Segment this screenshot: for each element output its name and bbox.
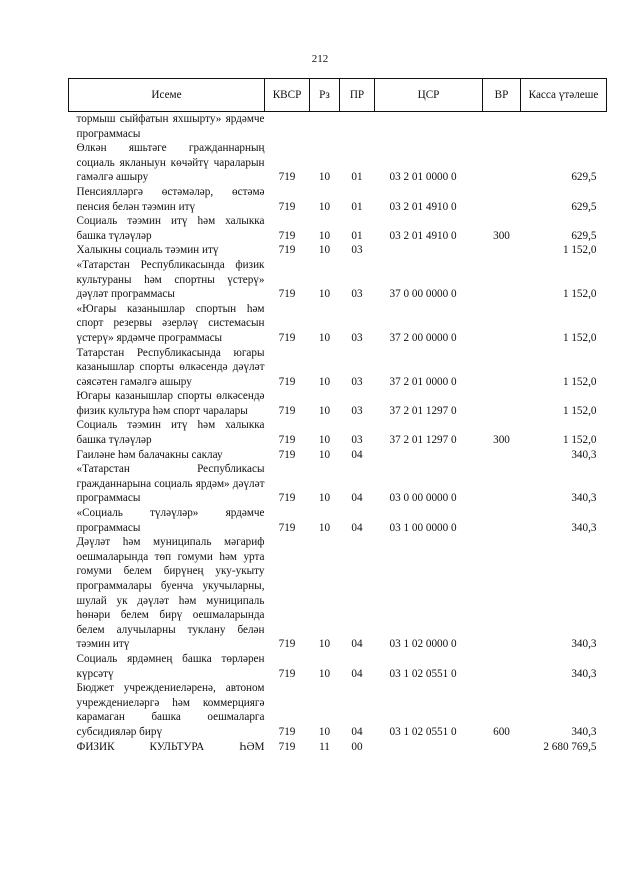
cell-kvsr: 719: [278, 229, 296, 242]
table-row: [69, 448, 607, 463]
table-row: [69, 389, 607, 418]
cell-pr: 01: [351, 171, 363, 184]
cell-vr: 600: [493, 725, 510, 738]
cell-rz: 10: [318, 434, 331, 447]
cell-kvsr: 719: [278, 288, 296, 301]
cell-kvsr: 719: [278, 244, 296, 257]
cell-kassa: 340,3: [571, 521, 597, 534]
cell-kvsr: 719: [278, 331, 296, 344]
cell-kvsr: 719: [278, 171, 296, 184]
cell-vr: [483, 740, 521, 755]
cell-kvsr: 719: [278, 740, 296, 753]
cell-name: «Югары казанышлар спортын һәм спорт резервы әзерләү системасын үстерү» ярдәмче программасы: [76, 302, 265, 344]
table-row: [69, 652, 607, 681]
cell-kvsr: 719: [278, 521, 296, 534]
cell-name: Югары казанышлар спорты өлкәсендә физик культура һәм спорт чаралары: [76, 390, 265, 417]
cell-name: Социаль ярдәмнең башка төрләрен күрсәтү: [76, 652, 265, 680]
cell-vr: [483, 448, 521, 463]
table-row: [69, 258, 607, 302]
cell-vr: [483, 302, 521, 346]
cell-vr: [483, 506, 521, 535]
page-number: 212: [311, 53, 329, 65]
cell-kvsr: [265, 112, 310, 142]
cell-vr: [483, 112, 521, 142]
cell-pr: 04: [351, 492, 363, 505]
header-kassa: Касса үтәлеше: [521, 79, 607, 112]
cell-csr: 03 1 02 0551 0: [389, 667, 457, 680]
cell-csr: [375, 112, 483, 142]
cell-kassa: 340,3: [571, 638, 597, 651]
cell-pr: 00: [351, 740, 363, 753]
cell-vr: [483, 462, 521, 506]
cell-kassa: 1 152,0: [562, 434, 597, 447]
table-row: [69, 185, 607, 214]
cell-name: Социаль тәэмин итү һәм халыкка башка түләүләр: [76, 215, 265, 242]
cell-csr: 37 0 00 0000 0: [389, 288, 457, 301]
cell-name: Пенсиялләргә өстәмәләр, өстәмә пенсия белән тәэмин итү: [76, 185, 265, 213]
cell-name: «Татарстан Республикасында физик культураны һәм спортны үстерү» дәүләт программасы: [76, 258, 265, 301]
table-row: [69, 462, 607, 506]
cell-csr: 37 2 00 0000 0: [389, 331, 457, 344]
header-rz: Рз: [310, 79, 340, 112]
cell-rz: 10: [318, 200, 331, 213]
cell-vr: [483, 185, 521, 214]
cell-name: Дәүләт һәм муниципаль мәгариф оешмаларында төп гомуми һәм урта гомуми белем бирүнең уку-укыту программалары буенча укучыларны, шулай ук дәүләт һәм муниципаль һөнәри белем бирү оешмаларында белем алучыларны туклану белән тәэмин итү: [76, 536, 265, 651]
cell-vr: [483, 389, 521, 418]
cell-rz: 10: [318, 667, 331, 680]
cell-csr: 03 1 02 0000 0: [389, 638, 457, 651]
cell-csr: 03 2 01 0000 0: [389, 171, 457, 184]
cell-kvsr: 719: [278, 667, 296, 680]
cell-rz: 10: [318, 288, 331, 301]
cell-kassa: 340,3: [571, 492, 597, 505]
table-row: [69, 535, 607, 652]
cell-rz: [310, 112, 340, 142]
cell-csr: 37 2 01 1297 0: [389, 434, 457, 447]
cell-kassa: [521, 112, 607, 142]
cell-pr: 03: [351, 331, 363, 344]
cell-name: Татарстан Республикасында югары казанышлар спорты өлкәсендә дәүләт сәясәтен гамәлгә ашыру: [76, 346, 265, 388]
cell-kassa: 1 152,0: [562, 288, 597, 301]
cell-csr: 03 2 01 4910 0: [389, 229, 457, 242]
cell-rz: 10: [318, 229, 331, 242]
cell-kvsr: 719: [278, 448, 296, 461]
table-row: [69, 112, 607, 142]
header-pr: ПР: [340, 79, 375, 112]
cell-vr: [483, 652, 521, 681]
cell-kvsr: 719: [278, 200, 296, 213]
cell-vr: 300: [493, 434, 510, 447]
cell-csr: 03 1 00 0000 0: [389, 521, 457, 534]
header-name: Исеме: [69, 79, 265, 112]
table-header: [69, 79, 607, 112]
cell-pr: 03: [351, 404, 363, 417]
header-vr: ВР: [483, 79, 521, 112]
cell-name: Социаль тәэмин итү һәм халыкка башка түләүләр: [76, 419, 265, 447]
cell-name: Өлкән яшьтәге гражданнарның социаль якланыун көчәйтү чараларын гамәлгә ашыру: [76, 142, 265, 184]
cell-kassa: 629,5: [571, 200, 597, 213]
cell-kassa: 2 680 769,5: [543, 740, 597, 753]
cell-kassa: 340,3: [571, 448, 597, 461]
cell-vr: 300: [493, 229, 510, 242]
cell-pr: 04: [351, 725, 363, 738]
cell-kvsr: 719: [278, 638, 296, 651]
table-row: [69, 506, 607, 535]
cell-pr: 03: [351, 375, 363, 388]
cell-rz: 10: [318, 638, 331, 651]
table-row: [69, 243, 607, 258]
cell-kvsr: 719: [278, 375, 296, 388]
cell-rz: 10: [318, 492, 331, 505]
cell-csr: [375, 740, 483, 755]
cell-name: «Социаль түләүләр» ярдәмче программасы: [76, 507, 265, 534]
cell-vr: [483, 346, 521, 390]
header-csr: ЦСР: [375, 79, 483, 112]
cell-rz: 10: [318, 521, 331, 534]
cell-name: тормыш сыйфатын яхшырту» ярдәмче программасы: [76, 113, 265, 140]
cell-rz: 11: [319, 740, 330, 753]
cell-pr: [340, 112, 375, 142]
cell-csr: [375, 243, 483, 258]
cell-rz: 10: [318, 448, 331, 461]
table-row: [69, 681, 607, 739]
cell-kassa: 340,3: [571, 667, 597, 680]
cell-kassa: 340,3: [571, 725, 597, 738]
cell-rz: 10: [318, 171, 331, 184]
cell-name: ФИЗИК КУЛЬТУРА ҺӘМ: [76, 740, 265, 753]
table-row: [69, 740, 607, 755]
cell-kassa: 629,5: [571, 171, 597, 184]
cell-kvsr: 719: [278, 404, 296, 417]
cell-csr: 03 0 00 0000 0: [389, 492, 457, 505]
cell-pr: 03: [351, 288, 363, 301]
cell-pr: 04: [351, 521, 363, 534]
cell-csr: 03 2 01 4910 0: [389, 200, 457, 213]
cell-kvsr: 719: [278, 725, 296, 738]
table-row: [69, 141, 607, 185]
cell-kassa: 1 152,0: [562, 331, 597, 344]
cell-vr: [483, 258, 521, 302]
cell-name: Гаиләне һәм балачакны саклау: [76, 448, 223, 461]
cell-name: Бюджет учреждениеләренә, автоном учреждениеләргә һәм коммерциягә карамаган башка оешмаларга субсидияләр бирү: [76, 682, 265, 738]
cell-name: «Татарстан Республикасы гражданнарына социаль ярдәм» дәүләт программасы: [76, 463, 265, 505]
cell-csr: [375, 448, 483, 463]
cell-rz: 10: [318, 725, 331, 738]
table-row: [69, 346, 607, 390]
cell-rz: 10: [318, 404, 331, 417]
cell-pr: 04: [351, 638, 363, 651]
cell-kassa: 629,5: [571, 229, 597, 242]
cell-pr: 01: [351, 229, 363, 242]
cell-vr: [483, 141, 521, 185]
cell-rz: 10: [318, 331, 331, 344]
table-row: [69, 214, 607, 243]
cell-pr: 04: [351, 448, 363, 461]
cell-kassa: 1 152,0: [562, 404, 597, 417]
table-row: [69, 418, 607, 447]
cell-kassa: 1 152,0: [562, 375, 597, 388]
table-body: [69, 112, 607, 755]
cell-kvsr: 719: [278, 492, 296, 505]
cell-vr: [483, 535, 521, 652]
budget-table: [68, 78, 607, 754]
cell-kassa: 1 152,0: [562, 244, 597, 257]
cell-name: Халыкны социаль тәэмин итү: [76, 244, 219, 257]
cell-csr: 03 1 02 0551 0: [389, 725, 457, 738]
cell-pr: 03: [351, 434, 363, 447]
cell-csr: 37 2 01 0000 0: [389, 375, 457, 388]
cell-vr: [483, 243, 521, 258]
cell-pr: 03: [351, 244, 363, 257]
cell-rz: 10: [318, 244, 331, 257]
cell-pr: 01: [351, 200, 363, 213]
table-row: [69, 302, 607, 346]
header-kvsr: КВСР: [265, 79, 310, 112]
cell-csr: 37 2 01 1297 0: [389, 404, 457, 417]
cell-rz: 10: [318, 375, 331, 388]
cell-kvsr: 719: [278, 434, 296, 447]
cell-pr: 04: [351, 667, 363, 680]
